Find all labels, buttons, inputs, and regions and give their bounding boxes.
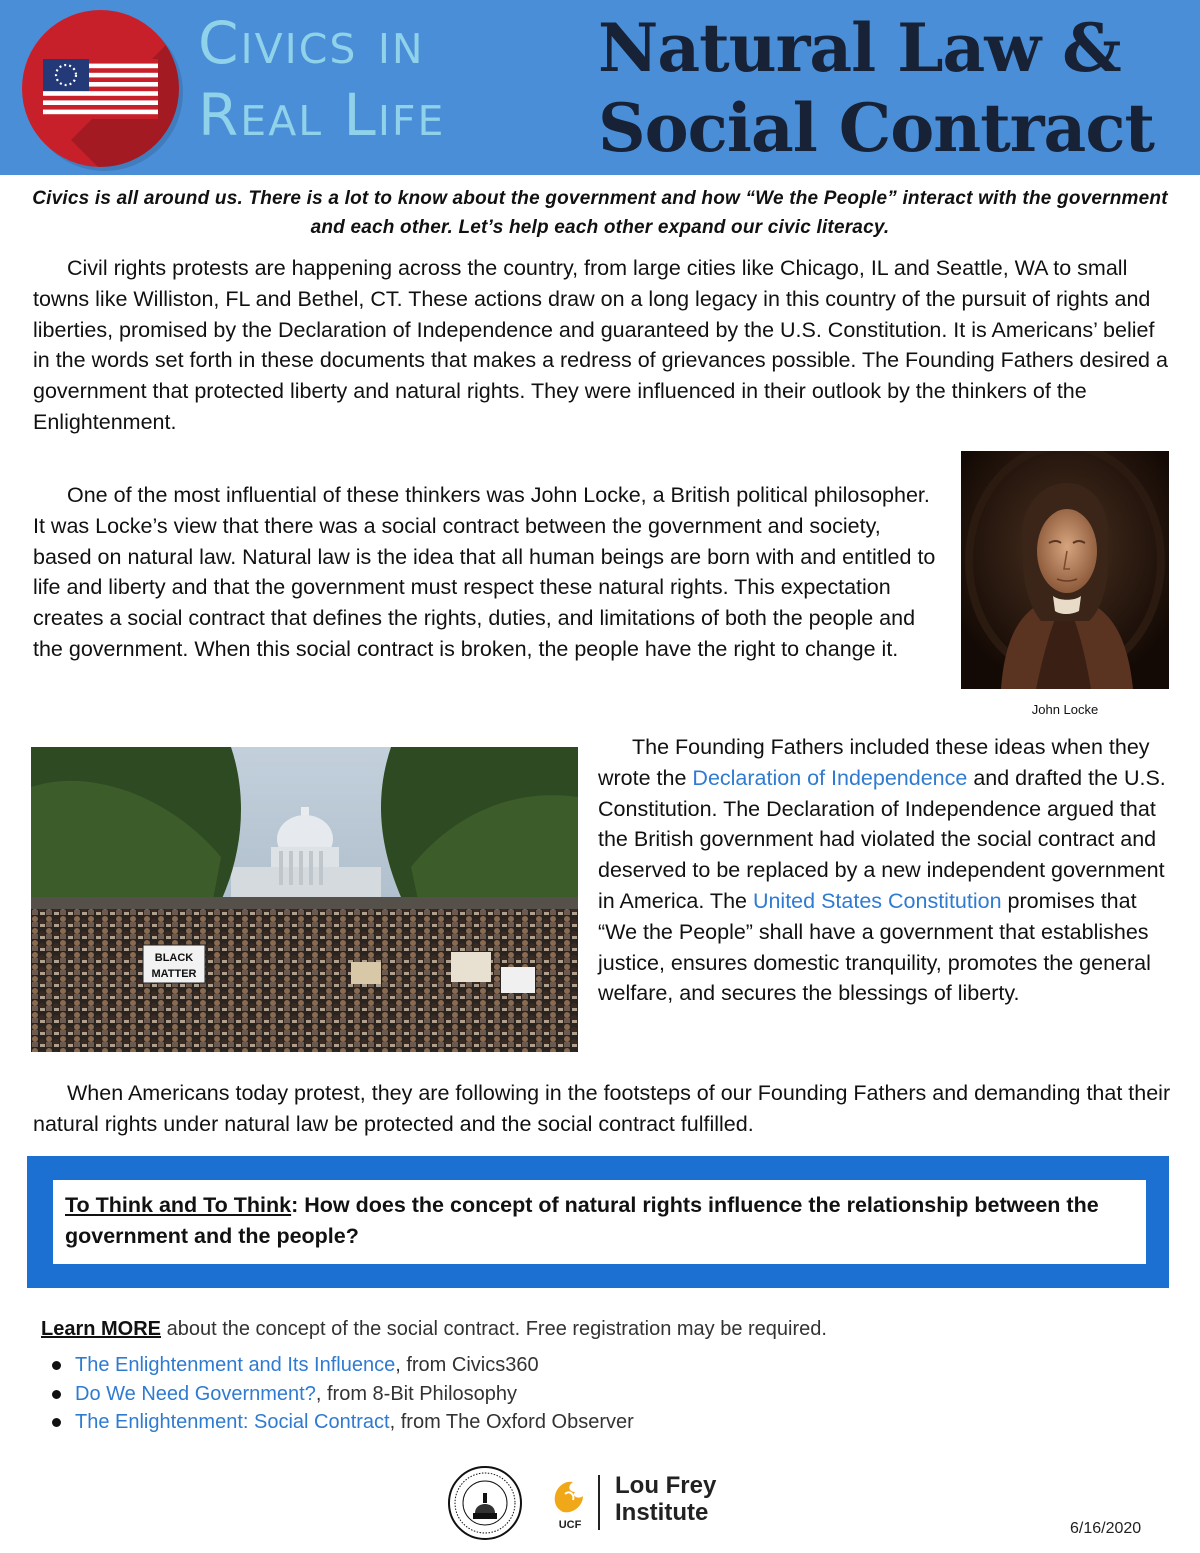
resource-link[interactable]: The Enlightenment: Social Contract (75, 1411, 390, 1433)
protest-photo (31, 747, 578, 1052)
list-item (52, 1408, 634, 1437)
paragraph-1-text: Civil rights protests are happening across the country, from large cities like Chicago, IL and Seattle, WA to small towns like Williston, FL and Bethel, CT. These actions draw on a long legacy in this country of the pursuit of rights and liberties, promised by the Declaration of Independence and guaranteed by the U.S. Constitution. It is Americans’ belief in the words set forth in these documents that makes a redress of grievances possible. The Founding Fathers desired a government that protected liberty and natural rights. They were influenced in their outlook by the thinkers of the Enlightenment. (33, 256, 1168, 434)
list-item (52, 1351, 634, 1380)
institute-line-2: Institute (615, 1499, 709, 1526)
constitution-link[interactable]: United States Constitution (752, 888, 1002, 913)
paragraph-1 (33, 253, 1173, 438)
brand-line-1: Civics in (198, 9, 425, 77)
paragraph-3-part-1: The Founding Fathers included these ideas when they wrote the (598, 735, 1150, 790)
logo-divider (598, 1475, 600, 1530)
paragraph-3 (598, 732, 1168, 1009)
declaration-link[interactable]: Declaration of Independence (692, 765, 968, 790)
protest-sign-text-2: MATTER (151, 968, 197, 980)
portrait-caption: John Locke (1031, 702, 1099, 717)
bullet-icon (52, 1361, 61, 1370)
john-locke-portrait (961, 451, 1169, 689)
resource-link[interactable]: Do We Need Government? (75, 1382, 316, 1405)
institute-line-1: Lou Frey (615, 1472, 717, 1499)
brand-wordmark (198, 9, 446, 149)
ucf-pegasus-icon (545, 1472, 595, 1532)
civics-logo (22, 10, 179, 167)
paragraph-3-part-3: promises that “We the People” shall have a government that establishes justice, ensures domestic tranquility, promotes the general welfare, and secures the blessings of liberty. (598, 888, 1151, 1006)
paragraph-2 (33, 480, 938, 665)
list-item (52, 1380, 634, 1409)
resource-source: , from Civics360 (395, 1354, 539, 1376)
paragraph-3-part-2: and drafted the U.S. Constitution. The Declaration of Independence argued that the British government had violated the social contract and deserved to be replaced by a new independent government in America. The (598, 765, 1166, 913)
think-label: To Think and To Think (65, 1193, 292, 1217)
us-flag-icon (43, 59, 158, 119)
resource-list (52, 1351, 634, 1437)
resource-link[interactable]: The Enlightenment and Its Influence (75, 1354, 396, 1376)
protest-illustration (31, 747, 578, 1052)
paragraph-4-text: When Americans today protest, they are following in the footsteps of our Founding Fathers and demanding that their natural rights under natural law be protected and the social contract fulfilled. (33, 1081, 1171, 1136)
paragraph-2-text: One of the most influential of these thinkers was John Locke, a British political philosopher. It was Locke’s view that there was a social contract between the government and society, based on natural law. Natural law is the idea that all human beings are born with and entitled to life and liberty and that the government must respect these natural rights. This expectation creates a social contract that defines the rights, duties, and limitations of both the people and the government. When this social contract is broken, the people have the right to change it. (33, 483, 936, 661)
learn-more (41, 1315, 827, 1343)
paragraph-4 (33, 1078, 1173, 1140)
learn-more-label: Learn MORE (41, 1318, 162, 1340)
resource-source: , from 8-Bit Philosophy (315, 1382, 518, 1405)
seal-icon (447, 1465, 523, 1541)
learn-more-text: about the concept of the social contract. Free registration may be required. (161, 1318, 827, 1340)
page-title (598, 8, 1188, 168)
think-question (65, 1190, 1135, 1252)
title-line-1: Natural Law & (598, 9, 1121, 87)
bullet-icon (52, 1390, 61, 1399)
brand-line-2: Real Life (198, 81, 446, 149)
ucf-label: UCF (558, 1519, 582, 1531)
resource-source: , from The Oxford Observer (389, 1411, 634, 1433)
bullet-icon (52, 1418, 61, 1427)
publish-date: 6/16/2020 (1070, 1520, 1142, 1537)
intro-text: Civics is all around us. There is a lot to know about the government and how “We the People” interact with the government and each other. Let’s help each other expand our civic literacy. (32, 188, 1168, 238)
lou-frey-institute-logo (615, 1472, 716, 1526)
think-question-text: : How does the concept of natural rights influence the relationship between the government and the people? (65, 1193, 1099, 1248)
protest-sign-text-1: BLACK (154, 952, 194, 964)
title-line-2: Social Contract (598, 89, 1154, 167)
portrait-illustration (961, 451, 1169, 689)
